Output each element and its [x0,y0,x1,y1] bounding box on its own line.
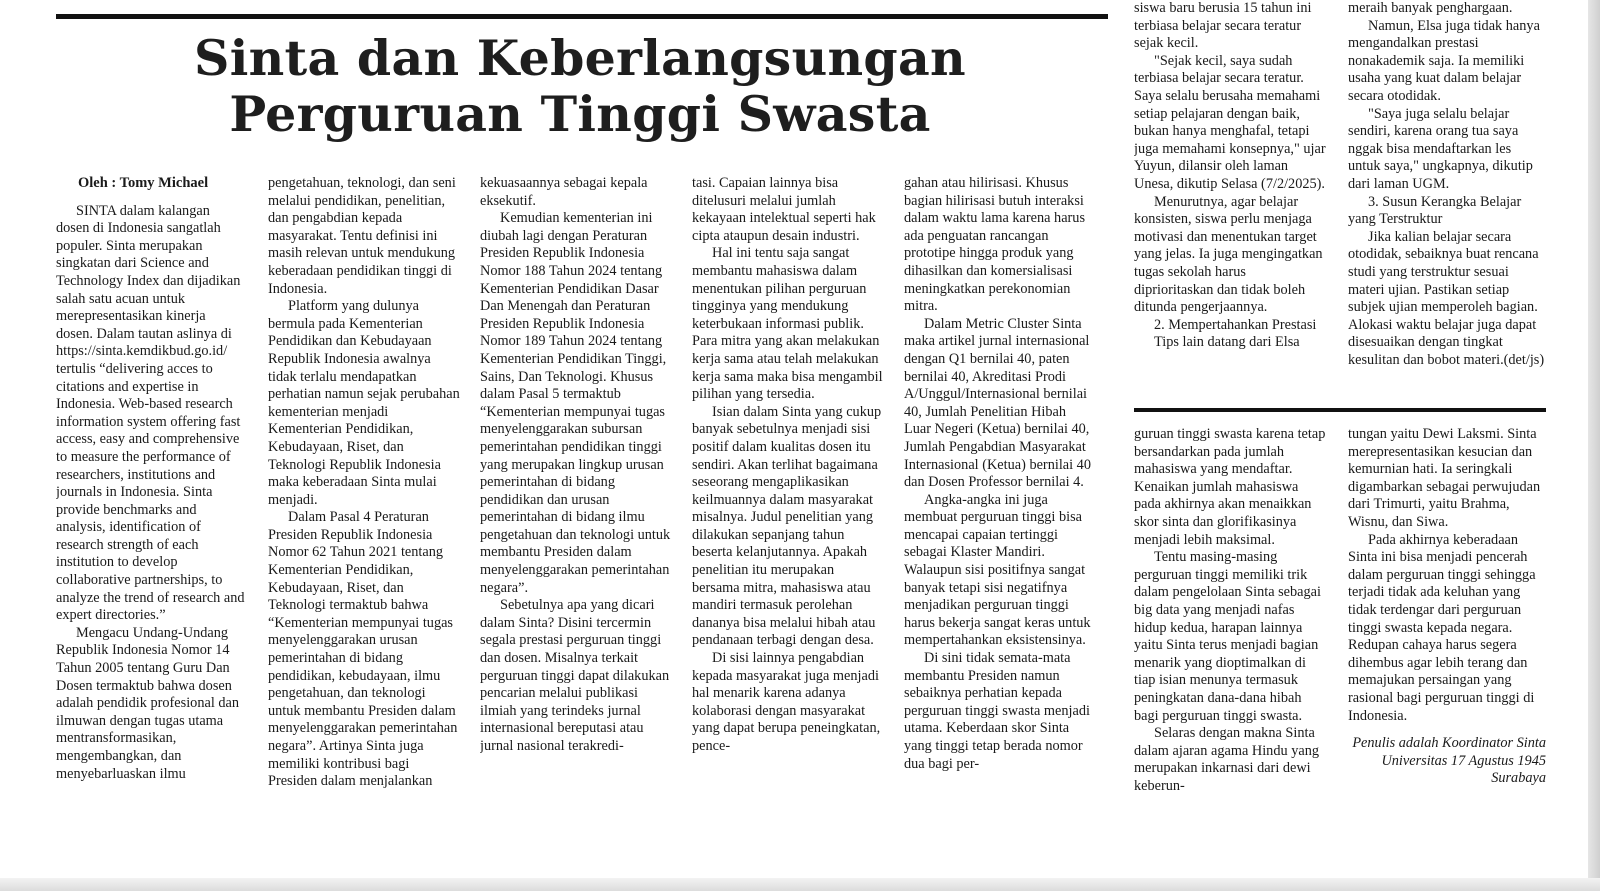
paragraph: guruan tinggi swasta karena tetap bersandarkan pada jumlah mahasiswa yang mendaftar. Kenaikan jumlah mahasiswa pada akhirnya akan menaikkan skor sinta dan glorifikasinya menjadi lebih maksimal. [1134,426,1326,548]
paragraph: Isian dalam Sinta yang cukup banyak sebetulnya menjadi sisi positif dalam kualitas dosen itu sendiri. Akan terlihat bagaimana seseorang mengaplikasikan keilmuannya dalam masyarakat misalnya. Judul penelitian yang dilakukan sepanjang tahun beserta kelanjutannya. Apakah penelitian itu merupakan bersama mitra, mahasiswa atau mandiri termasuk perolehan dananya bisa melalui hibah atau pendanaan terbagi dengan desa. [692,403,882,649]
article-title: Sinta dan Keberlangsungan Perguruan Tinggi Swasta [194,29,966,143]
paragraph: "Sejak kecil, saya sudah terbiasa belajar secara teratur. Saya selalu berusaha memahami setiap pelajaran dengan baik, bukan hanya menghafal, tetapi juga memahami konsepnya," ujar Yuyun, dilansir oleh laman Unesa, dikutip Selasa (7/2/2025). [1134,52,1326,192]
paragraph: Angka-angka ini juga membuat perguruan tinggi bisa mencapai capaian tertinggi sebagai Klaster Mandiri. Walaupun sisi positifnya sangat banyak tetapi sisi negatifnya menjadikan perguruan tinggi harus bekerja sangat keras untuk mempertahankan eksistensinya. [904,491,1091,649]
paragraph: Mengacu Undang-Undang Republik Indonesia Nomor 14 Tahun 2005 tentang Guru Dan Dosen termaktub bahwa dosen adalah pendidik profesional dan ilmuwan dengan tugas utama mentransformasikan, mengembangkan, dan menyebarluaskan ilmu [56,624,240,782]
column-2 [268,175,460,825]
subheading: 3. Susun Kerangka Belajar yang Terstruktur [1348,193,1522,228]
paragraph: Tips lain datang dari Elsa [1154,334,1300,351]
paragraph: tasi. Capaian lainnya bisa ditelusuri melalui jumlah kekayaan intelektual seperti hak cipta ataupun desain industri. [692,175,876,244]
column-5 [904,175,1096,825]
column-7-bottom [1348,426,1546,846]
paragraph: Pada akhirnya keberadaan Sinta ini bisa menjadi pencerah dalam perguruan tinggi sehingga terjadi tidak ada keluhan yang tidak terdengar dari perguruan tinggi swasta kepada negara. Redupan cahaya harus segera dihembus agar lebih terang dan memajukan persaingan yang rasional bagi perguruan tinggi di Indonesia. [1348,531,1536,724]
paragraph: SINTA dalam kalangan dosen di Indonesia sangatlah populer. Sinta merupakan singkatan dari Science and Technology Index dan dijadikan salah satu acuan untuk merepresentasikan kinerja dosen. Dalam tautan aslinya di https://sinta.kemdikbud.go.id/ tertulis “delivering acces to citations and expertise in Indonesia. Web-based research information system offering fast access, easy and comprehensive to measure the performance of researchers, institutions and journals in Indonesia. Sinta provide benchmarks and analysis, identification of research strength of each institution to develop collaborative partnerships, to analyze the trend of research and expert directories.” [56,202,245,624]
page-bottom-shadow [0,878,1600,891]
column-1 [56,175,246,825]
byline: Oleh : Tomy Michael [78,175,209,191]
paragraph: Kemudian kementerian ini diubah lagi dengan Peraturan Presiden Republik Indonesia Nomor 188 Tahun 2024 tentang Kementerian Pendidikan Dasar Dan Menengah dan Peraturan Presiden Republik Indonesia Nomor 189 Tahun 2024 tentang Kementerian Pendidikan Tinggi, Sains, Dan Teknologi. Khusus dalam Pasal 5 termaktub “Kementerian mempunyai tugas menyelenggarakan subursan pemerintahan pendidikan tinggi yang merupakan lingkup urusan pemerintahan di bidang pendidikan dan urusan pemerintahan di bidang ilmu pengetahuan dan teknologi untuk membantu Presiden dalam menyelenggarakan pemerintahan negara”. [480,210,671,596]
paragraph: gahan atau hilirisasi. Khusus bagian hilirisasi butuh interaksi dalam waktu lama karena harus ada penguatan rancangan prototipe hingga produk yang dihasilkan dan komersialisasi meningkatkan perekonomian mitra. [904,175,1086,315]
column-7-top [1348,0,1546,398]
paragraph: Di sini tidak semata-mata membantu Presiden namun sebaiknya perhatian kepada perguruan tinggi swasta menjadi utama. Keberdaan skor Sinta yang tinggi tetap berada nomor dua bagi per- [904,650,1090,772]
paragraph: Platform yang dulunya bermula pada Kementerian Pendidikan dan Kebudayaan Republik Indonesia awalnya tidak terlalu mendapatkan perhatian namun sejak perubahan kementerian menjadi Kementerian Pendidikan, Kebudayaan, Riset, dan Teknologi Republik Indonesia maka keberadaan Sinta mulai menjadi. [268,298,460,508]
top-rule [56,14,1108,19]
subheading: 2. Mempertahankan Prestasi [1154,316,1317,333]
paragraph: pengetahuan, teknologi, dan seni melalui pendidikan, penelitian, dan pengabdian kepada masyarakat. Tentu definisi ini masih relevan untuk mendukung keberadaan pendidikan tinggi di Indonesia. [268,175,456,297]
page-edge-shadow [1588,0,1600,891]
paragraph: Dalam Metric Cluster Sinta maka artikel jurnal internasional dengan Q1 bernilai 40, paten bernilai 40, Akreditasi Prodi A/Unggul/Internasional bernilai 40, Jumlah Penelitian Hibah Luar Negeri (Ketua) bernilai 40, Jumlah Pengabdian Masyarakat Internasional (Ketua) bernilai 40 dan Dosen Professor bernilai 4. [904,315,1091,491]
paragraph: Tentu masing-masing perguruan tinggi memiliki trik dalam pengelolaan Sinta sebagai big data yang menjadi nafas hidup kedua, harapan lainnya yaitu Sinta terus menjadi bagian menarik yang dioptimalkan di tiap isian menunya termasuk peningkatan dana-dana hibah bagi perguruan tinggi swasta. [1134,549,1321,724]
column-6-top [1134,0,1326,398]
section-rule [1134,408,1546,412]
paragraph: Di sisi lainnya pengabdian kepada masyarakat juga menjadi hal menarik karena adanya kolaborasi dengan masyarakat yang dapat berupa peneingkatan, pence- [692,650,881,754]
column-3 [480,175,672,825]
column-6-bottom [1134,426,1326,836]
paragraph: Dalam Pasal 4 Peraturan Presiden Republik Indonesia Nomor 62 Tahun 2021 tentang Kementerian Pendidikan, Kebudayaan, Riset, dan Teknologi termaktub bahwa “Kementerian mempunyai tugas menyelenggarakan urusan pemerintahan di bidang pendidikan, kebudayaan, ilmu pengetahuan, dan teknologi untuk membantu Presiden dalam menyelenggarakan pemerintahan negara”. Artinya Sinta juga memiliki kontribusi bagi Presiden dalam menjalankan [268,509,458,790]
paragraph: Sebetulnya apa yang dicari dalam Sinta? Disini tercermin segala prestasi perguruan tinggi dan dosen. Misalnya terkait perguruan tinggi dapat dilakukan pencarian melalui publikasi ilmiah yang terindeks jurnal internasional bereputasi atau jurnal nasional terakredi- [480,597,670,754]
paragraph: meraih banyak penghargaan. [1348,0,1513,16]
paragraph: Selaras dengan makna Sinta dalam ajaran agama Hindu yang merupakan inkarnasi dari dewi keberun- [1134,725,1319,794]
paragraph: Hal ini tentu saja sangat membantu mahasiswa dalam menentukan pilihan perguruan tingginya yang mendukung keterbukaan informasi publik. Para mitra yang akan melakukan kerja sama atau telah melakukan kerja sama maka bisa mengambil pilihan yang tersedia. [692,245,883,403]
paragraph: Jika kalian belajar secara otodidak, sebaiknya buat rencana studi yang terstruktur sesuai materi ujian. Pastikan setiap subjek ujian memperoleh bagian. Alokasi waktu belajar juga dapat disesuaikan dengan tingkat kesulitan dan bobot materi.(det/js) [1348,228,1545,368]
paragraph: tungan yaitu Dewi Laksmi. Sinta merepresentasikan kesucian dan kemurnian hati. Ia seringkali digambarkan sebagai perwujudan dari Trimurti, yaitu Brahma, Wisnu, dan Siwa. [1348,426,1541,530]
paragraph: Menurutnya, agar belajar konsisten, siswa perlu menjaga motivasi dan menentukan target yang jelas. Ia juga mengingatkan tugas sekolah harus diprioritaskan dan tidak boleh ditunda pengerjaannya. [1134,193,1323,316]
paragraph: siswa baru berusia 15 tahun ini terbiasa belajar secara teratur sejak kecil. [1134,0,1312,52]
paragraph: "Saya juga selalu belajar sendiri, karena orang tua saya nggak bisa mendaftarkan les untuk saya," ungkapnya, dikutip dari laman UGM. [1348,105,1533,192]
paragraph: Namun, Elsa juga tidak hanya mengandalkan prestasi nonakademik saja. Ia memiliki usaha yang kuat dalam belajar secara otodidak. [1348,17,1540,104]
column-4 [692,175,884,825]
author-note: Penulis adalah Koordinator Sinta Universitas 17 Agustus 1945 Surabaya [1352,735,1546,787]
paragraph: kekuasaannya sebagai kepala eksekutif. [480,175,648,209]
